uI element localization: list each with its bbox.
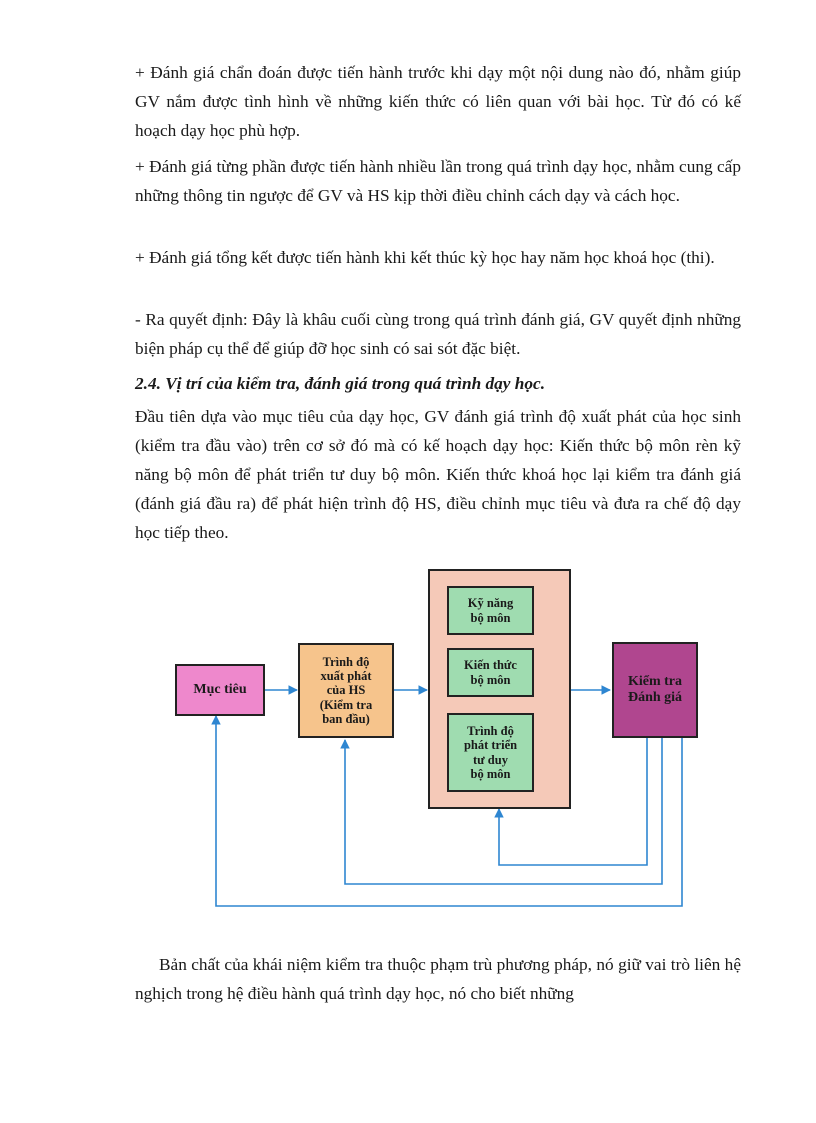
paragraph-formative-assessment: + Đánh giá từng phần được tiến hành nhiều lần trong quá trình dạy học, nhằm cung cấp những thông tin ngược để GV và HS kịp thời điều chỉnh cách dạy và cách học. (135, 157, 741, 205)
paragraph-nature-of-testing: Bản chất của khái niệm kiểm tra thuộc phạm trù phương pháp, nó giữ vai trò liên hệ nghịch trong hệ điều hành quá trình dạy học, nó cho biết những (135, 955, 741, 1003)
assessment-box: Kiểm tra Đánh giá (612, 642, 698, 738)
thinking-development-box: Trình độ phát triển tư duy bộ môn (447, 713, 534, 792)
paragraph-summative-assessment: + Đánh giá tổng kết được tiến hành khi kết thúc kỳ học hay năm học khoá học (thi). (135, 248, 715, 267)
baseline-level-box: Trình độ xuất phát của HS (Kiểm tra ban đầu) (298, 643, 394, 738)
section-heading: 2.4. Vị trí của kiểm tra, đánh giá trong quá trình dạy học. (135, 374, 546, 393)
paragraph-position: Đầu tiên dựa vào mục tiêu của dạy học, GV đánh giá trình độ xuất phát của học sinh (kiểm tra đầu vào) trên cơ sở đó mà có kế hoạch dạy học: Kiến thức bộ môn rèn kỹ năng bộ môn để phát triển tư duy bộ môn. Kiến thức khoá học lại kiểm tra đánh giá (đánh giá đầu ra) để phát hiện trình độ HS, điều chỉnh mục tiêu và đưa ra chế độ dạy học tiếp theo. (135, 407, 741, 542)
subject-skills-box: Kỹ năng bộ môn (447, 586, 534, 635)
goal-box: Mục tiêu (175, 664, 265, 716)
paragraph-diagnostic-assessment: + Đánh giá chẩn đoán được tiến hành trước khi dạy một nội dung nào đó, nhằm giúp GV nắm được tình hình về những kiến thức có liên quan với bài học. Từ đó có kế hoạch dạy học phù hợp. (135, 63, 741, 140)
paragraph-decision: - Ra quyết định: Đây là khâu cuối cùng trong quá trình đánh giá, GV quyết định những biện pháp cụ thể để giúp đỡ học sinh có sai sót đặc biệt. (135, 310, 741, 358)
subject-knowledge-box: Kiến thức bộ môn (447, 648, 534, 697)
